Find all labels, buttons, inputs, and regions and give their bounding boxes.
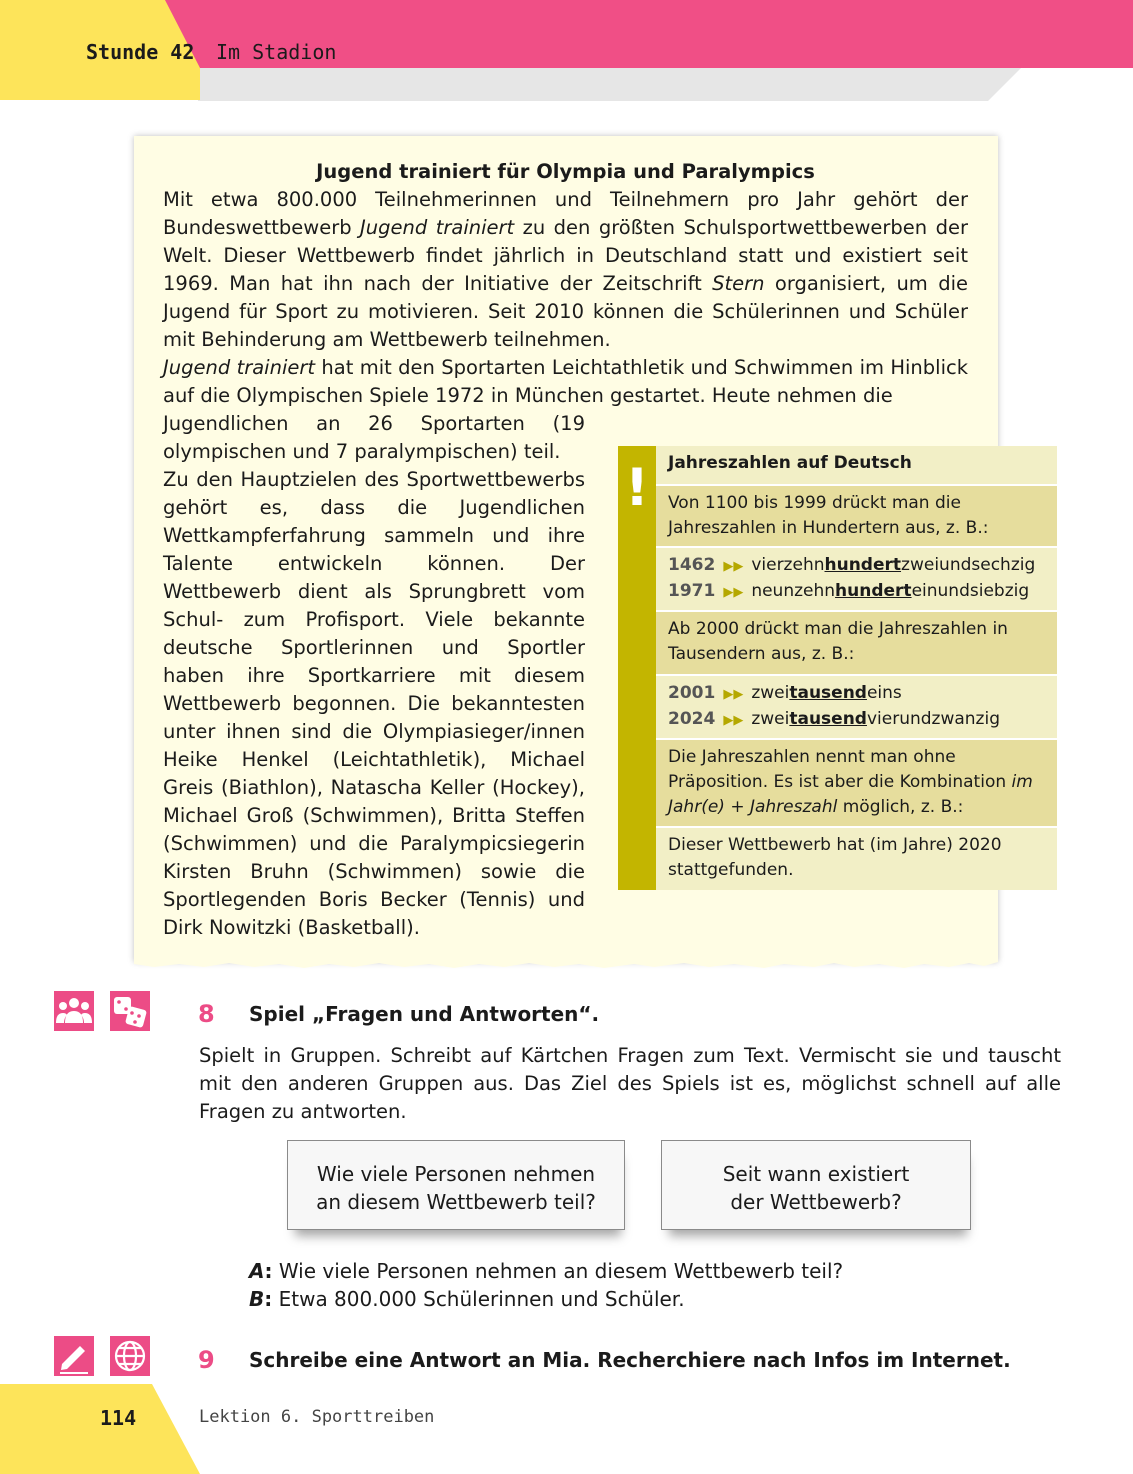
dialog-line xyxy=(249,1257,843,1285)
colon: : xyxy=(264,1287,273,1311)
note-title: Jahreszahlen auf Deutsch xyxy=(656,446,1057,484)
question-card xyxy=(661,1140,971,1230)
footer-chapter: Lektion 6. Sporttreiben xyxy=(199,1407,435,1427)
note-rule-2: Ab 2000 drückt man die Jahreszahlen in Tausendern aus, z. B.: xyxy=(656,610,1057,674)
task-number: 9 xyxy=(198,1346,215,1374)
reading-title: Jugend trainiert für Olympia und Paralympics xyxy=(316,160,815,183)
dice-icon xyxy=(110,991,150,1031)
text-run: Mit etwa 800.000 Teilnehmerinnen und Teilnehmern pro Jahr gehört der Bundeswettbewerb xyxy=(163,188,968,239)
note-example xyxy=(668,681,1045,707)
text-italic: im Jahr(e) + Jahreszahl xyxy=(668,772,1033,817)
note-example xyxy=(668,707,1045,733)
reading-paragraph-1 xyxy=(163,186,968,354)
text-emph: tausend xyxy=(789,683,867,703)
task-title: Schreibe eine Antwort an Mia. Recherchiere nach Infos im Internet. xyxy=(249,1348,1011,1372)
lesson-label: Stunde 42 xyxy=(86,40,195,64)
reading-paragraph-2 xyxy=(163,354,968,410)
dialog-text: Wie viele Personen nehmen an diesem Wettbewerb teil? xyxy=(272,1259,844,1283)
example-year: 2024 xyxy=(668,709,716,729)
note-rule-3 xyxy=(656,738,1057,826)
example-year: 2001 xyxy=(668,683,716,703)
card-line: Wie viele Personen nehmen xyxy=(316,1162,596,1186)
reading-paragraph-3: Zu den Hauptzielen des Sportwettbewerbs gehört es, dass die Jugendlichen Wettkampferfahrung sammeln und ihre Talente entwickeln können. Der Wettbewerb dient als Sprungbrett vom Schul- zum Profisport. Viele bekannte deutsche Sportlerinnen und Sportler haben ihre Sportkarriere mit diesem Wettbewerb begonnen. Die bekanntesten unter ihnen sind die Olympiasieger/innen Heike Henkel (Leichtathletik), Michael Greis (Biathlon), Natascha Keller (Hockey), Michael Groß (Schwimmen), Britta Steffen (Schwimmen) und die Paralympicsiegerin Kirsten Bruhn (Schwimmen) sowie die Sportlegenden Boris Becker (Tennis) und Dirk Nowitzki (Basketball). xyxy=(163,468,585,939)
note-example xyxy=(668,579,1045,605)
note-examples-1 xyxy=(656,546,1057,610)
text-emph: hundert xyxy=(835,581,912,601)
speaker-label: B xyxy=(249,1287,265,1311)
text-run: zwei xyxy=(751,709,790,729)
text-italic: Jugend trainiert xyxy=(360,216,515,239)
double-arrow-icon: ▶▶ xyxy=(723,687,744,702)
dialog-text: Etwa 800.000 Schülerinnen und Schüler. xyxy=(272,1287,685,1311)
note-box xyxy=(618,446,1057,890)
globe-icon xyxy=(110,1336,150,1376)
card-line: der Wettbewerb? xyxy=(730,1190,902,1214)
text-run: zweiundsechzig xyxy=(901,555,1036,575)
double-arrow-icon: ▶▶ xyxy=(723,585,744,600)
text-run: vierundzwanzig xyxy=(866,709,1000,729)
dialog-line xyxy=(249,1285,685,1313)
question-card xyxy=(287,1140,625,1230)
card-line: Seit wann existiert xyxy=(722,1162,910,1186)
text-run: Die Jahreszahlen nennt man ohne Präposition. Es ist aber die Kombination xyxy=(668,747,1012,792)
reading-paragraph-2-cont: Jugendlichen an 26 Sportarten (19 olympischen und 7 paralympischen) teil. xyxy=(163,412,585,463)
text-run: hat mit den Sportarten Leichtathletik und Schwimmen im Hinblick auf die Olympischen Spiele 1972 in München gestartet. Heute nehmen die xyxy=(163,356,968,407)
text-run: eins xyxy=(866,683,902,703)
text-italic: Stern xyxy=(712,272,765,295)
group-icon xyxy=(54,991,94,1031)
exclamation-icon: ! xyxy=(625,458,649,518)
note-examples-2 xyxy=(656,674,1057,738)
text-emph: tausend xyxy=(789,709,867,729)
task-number: 8 xyxy=(198,1000,215,1028)
text-run: vierzehn xyxy=(751,555,825,575)
text-emph: hundert xyxy=(824,555,902,575)
double-arrow-icon: ▶▶ xyxy=(723,559,744,574)
example-year: 1462 xyxy=(668,555,716,575)
torn-edge xyxy=(134,954,998,972)
text-italic: Jugend trainiert xyxy=(163,356,316,379)
speaker-label: A xyxy=(249,1259,265,1283)
note-rule-1: Von 1100 bis 1999 drückt man die Jahreszahlen in Hundertern aus, z. B.: xyxy=(656,484,1057,546)
card-line: an diesem Wettbewerb teil? xyxy=(316,1190,596,1214)
page-number: 114 xyxy=(100,1406,137,1430)
pencil-icon xyxy=(54,1336,94,1376)
text-run: zu den größten Schulsportwettbewerben der Welt. Dieser Wettbewerb findet jährlich in Deutschland statt und existiert seit 1969. Man hat ihn nach der Initiative der Zeitschrift xyxy=(163,216,968,295)
task-title: Spiel „Fragen und Antworten“. xyxy=(249,1002,600,1026)
text-run: möglich, z. B.: xyxy=(837,797,964,817)
colon: : xyxy=(264,1259,273,1283)
text-run: einundsiebzig xyxy=(911,581,1030,601)
example-year: 1971 xyxy=(668,581,716,601)
lesson-title: Im Stadion xyxy=(216,40,337,64)
double-arrow-icon: ▶▶ xyxy=(723,713,744,728)
text-run: zwei xyxy=(751,683,790,703)
text-run: neunzehn xyxy=(751,581,836,601)
task-instruction: Spielt in Gruppen. Schreibt auf Kärtchen Fragen zum Text. Vermischt sie und tauscht mit den anderen Gruppen aus. Das Ziel des Spiels ist es, möglichst schnell auf alle Fragen zu antworten. xyxy=(199,1044,1061,1123)
note-example-3: Dieser Wettbewerb hat (im Jahre) 2020 stattgefunden. xyxy=(656,826,1057,890)
header-gray-band xyxy=(198,68,1021,101)
text-run: organisiert, um die Jugend für Sport zu motivieren. Seit 2010 können die Schülerinnen und Schüler mit Behinderung am Wettbewerb teilnehmen. xyxy=(163,272,968,351)
note-example xyxy=(668,553,1045,579)
